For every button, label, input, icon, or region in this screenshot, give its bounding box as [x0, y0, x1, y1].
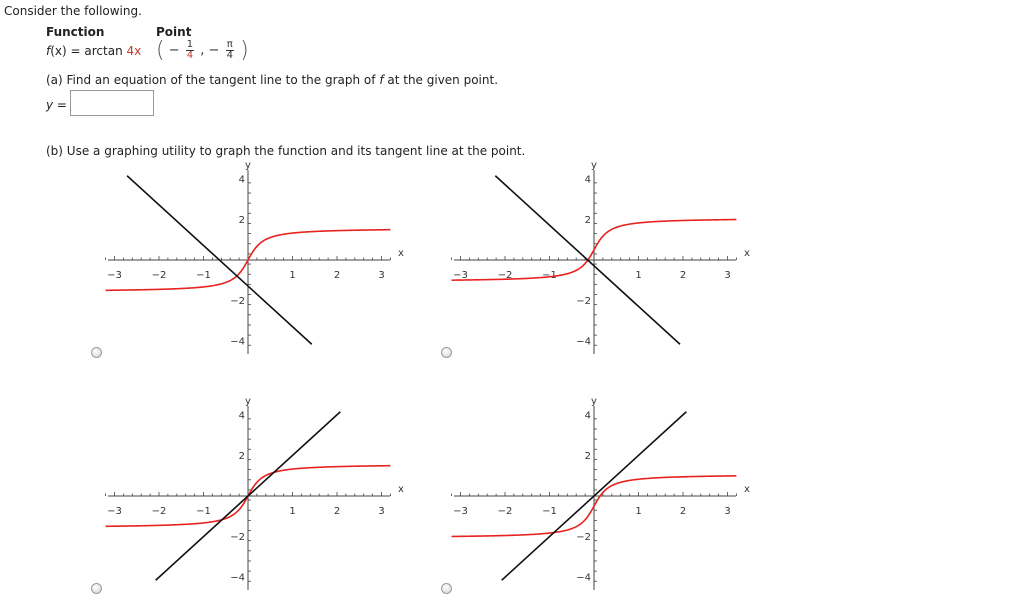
x-tick-label: −1 — [542, 270, 557, 281]
radio-option-1[interactable] — [91, 347, 102, 358]
function-column-header: Function — [46, 25, 105, 39]
x-tick-label: −3 — [107, 270, 122, 281]
close-paren-icon: ) — [240, 38, 249, 63]
y-tick-label: 2 — [584, 450, 591, 462]
x-tick-label: 3 — [724, 506, 731, 517]
point-separator: , − — [200, 43, 220, 58]
x-axis-label: x — [398, 484, 404, 495]
point-expression — [156, 38, 249, 63]
x-tick-label: −2 — [497, 506, 513, 517]
x-tick-label: 2 — [679, 270, 687, 281]
x-axis-label: x — [744, 248, 750, 259]
x-tick-label: 2 — [333, 506, 341, 517]
x-tick-label: 3 — [378, 270, 385, 281]
radio-option-3[interactable] — [91, 583, 102, 594]
y-axis-label: y — [591, 160, 597, 171]
x-axis-label: x — [398, 248, 404, 259]
x-axis-label: x — [744, 484, 750, 495]
intro-text: Consider the following. — [4, 4, 142, 18]
y-tick-label: 2 — [238, 450, 245, 462]
point-column-header: Point — [156, 25, 192, 39]
x-tick-label: −1 — [196, 506, 211, 517]
y-axis-label: y — [245, 160, 251, 171]
x-tick-label: 1 — [635, 270, 642, 281]
y-tick-label: −2 — [576, 532, 591, 544]
tangent-answer-input[interactable] — [70, 90, 154, 116]
y-tick-label: −4 — [576, 336, 591, 348]
x-tick-label: 2 — [679, 506, 687, 517]
radio-option-2[interactable] — [441, 347, 452, 358]
function-expression — [46, 44, 141, 58]
point-x-fraction — [186, 40, 194, 61]
graph-option-2 — [446, 158, 786, 358]
part-b-question: (b) Use a graphing utility to graph the function and its tangent line at the point. — [46, 144, 526, 158]
x-tick-label: −3 — [453, 506, 468, 517]
x-tick-label: −2 — [497, 270, 513, 281]
y-tick-label: −2 — [576, 296, 591, 308]
x-tick-label: 1 — [635, 506, 642, 517]
point-y-numerator: π — [226, 39, 233, 50]
y-tick-label: −2 — [230, 532, 245, 544]
x-tick-label: 1 — [289, 506, 296, 517]
function-body: (x) = arctan — [50, 44, 127, 58]
graph-option-4 — [446, 394, 786, 594]
point-x-sign: − — [168, 43, 180, 58]
x-tick-label: −3 — [453, 270, 468, 281]
answer-label: y = — [46, 98, 67, 112]
part-a-f: f — [379, 73, 384, 87]
x-tick-label: 1 — [289, 270, 296, 281]
y-tick-label: −4 — [576, 572, 591, 584]
part-a-text: (a) Find an equation of the tangent line to the graph of — [46, 73, 380, 87]
y-tick-label: 4 — [584, 174, 591, 186]
y-tick-label: 4 — [238, 410, 245, 422]
x-tick-label: −1 — [196, 270, 211, 281]
radio-option-4[interactable] — [441, 583, 452, 594]
x-tick-label: 3 — [724, 270, 731, 281]
y-tick-label: −2 — [230, 296, 245, 308]
y-tick-label: 2 — [238, 214, 245, 226]
x-tick-label: −2 — [151, 506, 167, 517]
point-x-denominator: 4 — [186, 50, 194, 61]
x-tick-label: 2 — [333, 270, 341, 281]
part-a-question — [46, 73, 498, 87]
point-x-numerator: 1 — [186, 39, 194, 50]
part-a-end: at the given point. — [383, 73, 499, 87]
x-tick-label: −3 — [107, 506, 122, 517]
y-tick-label: 4 — [238, 174, 245, 186]
function-coefficient: 4x — [126, 44, 142, 58]
y-tick-label: 2 — [584, 214, 591, 226]
x-tick-label: −1 — [542, 506, 557, 517]
y-tick-label: −4 — [230, 572, 245, 584]
y-axis-label: y — [591, 396, 597, 407]
x-tick-label: 3 — [378, 506, 385, 517]
graph-option-1 — [100, 158, 440, 358]
y-axis-label: y — [245, 396, 251, 407]
y-tick-label: 4 — [584, 410, 591, 422]
function-name: f — [46, 44, 51, 58]
point-y-denominator: 4 — [226, 50, 233, 61]
graph-option-3 — [100, 394, 440, 594]
open-paren-icon: ( — [156, 38, 165, 63]
x-tick-label: −2 — [151, 270, 167, 281]
point-y-fraction — [226, 40, 234, 61]
y-tick-label: −4 — [230, 336, 245, 348]
